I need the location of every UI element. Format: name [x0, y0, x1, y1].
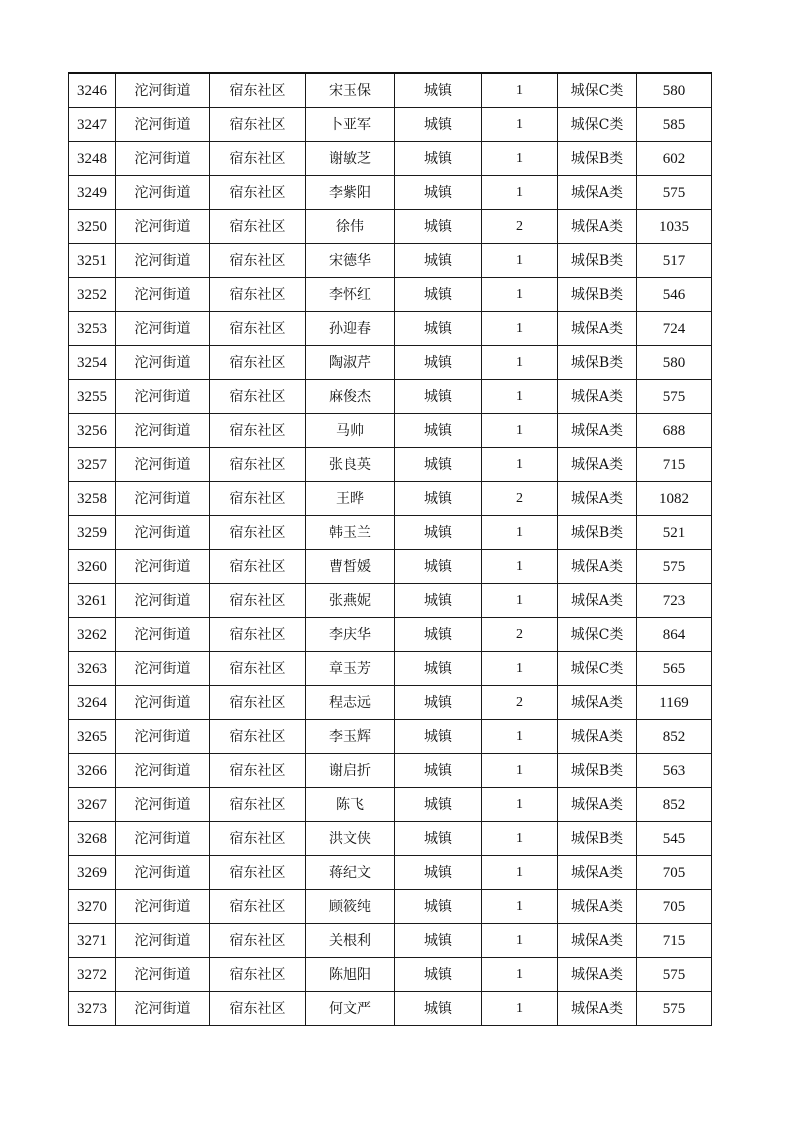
cell-household-count: 2	[482, 210, 558, 244]
cell-household-count: 2	[482, 618, 558, 652]
cell-household-count: 2	[482, 482, 558, 516]
cell-area: 城镇	[395, 924, 482, 958]
cell-amount: 715	[637, 924, 712, 958]
cell-area: 城镇	[395, 992, 482, 1026]
cell-street: 沱河街道	[116, 278, 210, 312]
cell-category: 城保A类	[558, 414, 637, 448]
cell-name: 陈飞	[306, 788, 395, 822]
cell-amount: 517	[637, 244, 712, 278]
cell-category: 城保A类	[558, 686, 637, 720]
cell-household-count: 1	[482, 584, 558, 618]
cell-area: 城镇	[395, 312, 482, 346]
cell-area: 城镇	[395, 550, 482, 584]
cell-community: 宿东社区	[210, 448, 306, 482]
cell-category: 城保B类	[558, 822, 637, 856]
cell-street: 沱河街道	[116, 142, 210, 176]
cell-amount: 575	[637, 550, 712, 584]
cell-id: 3261	[69, 584, 116, 618]
cell-name: 洪文侠	[306, 822, 395, 856]
cell-category: 城保C类	[558, 73, 637, 108]
table-row	[69, 686, 712, 720]
cell-area: 城镇	[395, 346, 482, 380]
table-row	[69, 312, 712, 346]
cell-amount: 575	[637, 958, 712, 992]
cell-community: 宿东社区	[210, 380, 306, 414]
cell-household-count: 1	[482, 380, 558, 414]
cell-amount: 575	[637, 380, 712, 414]
cell-street: 沱河街道	[116, 448, 210, 482]
cell-name: 宋德华	[306, 244, 395, 278]
cell-area: 城镇	[395, 210, 482, 244]
cell-street: 沱河街道	[116, 210, 210, 244]
table-row	[69, 992, 712, 1026]
cell-id: 3273	[69, 992, 116, 1026]
cell-street: 沱河街道	[116, 856, 210, 890]
cell-name: 麻俊杰	[306, 380, 395, 414]
cell-category: 城保A类	[558, 176, 637, 210]
table-row	[69, 754, 712, 788]
cell-category: 城保C类	[558, 108, 637, 142]
cell-amount: 521	[637, 516, 712, 550]
table-row	[69, 142, 712, 176]
cell-community: 宿东社区	[210, 244, 306, 278]
cell-category: 城保A类	[558, 720, 637, 754]
table-row	[69, 482, 712, 516]
cell-id: 3258	[69, 482, 116, 516]
cell-amount: 705	[637, 856, 712, 890]
cell-household-count: 1	[482, 652, 558, 686]
cell-category: 城保A类	[558, 584, 637, 618]
cell-name: 陶淑芹	[306, 346, 395, 380]
cell-name: 李紫阳	[306, 176, 395, 210]
table-row	[69, 108, 712, 142]
cell-name: 徐伟	[306, 210, 395, 244]
cell-name: 曹皙媛	[306, 550, 395, 584]
table-row	[69, 924, 712, 958]
cell-amount: 580	[637, 346, 712, 380]
cell-id: 3247	[69, 108, 116, 142]
cell-amount: 715	[637, 448, 712, 482]
cell-community: 宿东社区	[210, 788, 306, 822]
cell-community: 宿东社区	[210, 176, 306, 210]
cell-amount: 585	[637, 108, 712, 142]
cell-street: 沱河街道	[116, 176, 210, 210]
cell-name: 顾筱纯	[306, 890, 395, 924]
table-row	[69, 584, 712, 618]
cell-area: 城镇	[395, 788, 482, 822]
cell-category: 城保C类	[558, 652, 637, 686]
cell-street: 沱河街道	[116, 380, 210, 414]
cell-area: 城镇	[395, 856, 482, 890]
cell-street: 沱河街道	[116, 788, 210, 822]
table-row	[69, 856, 712, 890]
cell-name: 张良英	[306, 448, 395, 482]
cell-area: 城镇	[395, 720, 482, 754]
cell-street: 沱河街道	[116, 652, 210, 686]
cell-street: 沱河街道	[116, 890, 210, 924]
table-row	[69, 278, 712, 312]
table-row	[69, 448, 712, 482]
cell-amount: 852	[637, 788, 712, 822]
cell-name: 张燕妮	[306, 584, 395, 618]
cell-area: 城镇	[395, 414, 482, 448]
cell-household-count: 1	[482, 856, 558, 890]
table-row	[69, 380, 712, 414]
cell-street: 沱河街道	[116, 108, 210, 142]
cell-household-count: 1	[482, 142, 558, 176]
cell-community: 宿东社区	[210, 890, 306, 924]
cell-amount: 575	[637, 176, 712, 210]
cell-amount: 864	[637, 618, 712, 652]
cell-name: 韩玉兰	[306, 516, 395, 550]
cell-household-count: 1	[482, 108, 558, 142]
cell-name: 李怀红	[306, 278, 395, 312]
cell-community: 宿东社区	[210, 414, 306, 448]
cell-amount: 580	[637, 73, 712, 108]
cell-id: 3267	[69, 788, 116, 822]
cell-area: 城镇	[395, 142, 482, 176]
cell-household-count: 1	[482, 992, 558, 1026]
cell-household-count: 1	[482, 516, 558, 550]
cell-id: 3248	[69, 142, 116, 176]
cell-id: 3264	[69, 686, 116, 720]
cell-category: 城保B类	[558, 346, 637, 380]
cell-name: 马帅	[306, 414, 395, 448]
table-row	[69, 720, 712, 754]
cell-community: 宿东社区	[210, 754, 306, 788]
cell-category: 城保A类	[558, 992, 637, 1026]
cell-name: 王晔	[306, 482, 395, 516]
cell-amount: 575	[637, 992, 712, 1026]
cell-id: 3253	[69, 312, 116, 346]
table-body	[69, 73, 712, 1026]
cell-community: 宿东社区	[210, 584, 306, 618]
cell-household-count: 1	[482, 788, 558, 822]
cell-amount: 705	[637, 890, 712, 924]
table-row	[69, 346, 712, 380]
cell-community: 宿东社区	[210, 822, 306, 856]
cell-area: 城镇	[395, 448, 482, 482]
cell-area: 城镇	[395, 278, 482, 312]
cell-id: 3257	[69, 448, 116, 482]
cell-id: 3246	[69, 73, 116, 108]
cell-area: 城镇	[395, 686, 482, 720]
cell-amount: 565	[637, 652, 712, 686]
cell-category: 城保B类	[558, 754, 637, 788]
cell-community: 宿东社区	[210, 312, 306, 346]
cell-street: 沱河街道	[116, 822, 210, 856]
cell-community: 宿东社区	[210, 516, 306, 550]
cell-amount: 724	[637, 312, 712, 346]
cell-household-count: 1	[482, 550, 558, 584]
cell-amount: 688	[637, 414, 712, 448]
cell-household-count: 1	[482, 244, 558, 278]
cell-community: 宿东社区	[210, 550, 306, 584]
cell-category: 城保A类	[558, 958, 637, 992]
cell-community: 宿东社区	[210, 924, 306, 958]
table-row	[69, 73, 712, 108]
cell-name: 陈旭阳	[306, 958, 395, 992]
cell-community: 宿东社区	[210, 142, 306, 176]
cell-id: 3263	[69, 652, 116, 686]
cell-street: 沱河街道	[116, 414, 210, 448]
cell-area: 城镇	[395, 618, 482, 652]
cell-id: 3269	[69, 856, 116, 890]
cell-household-count: 1	[482, 346, 558, 380]
table-row	[69, 550, 712, 584]
cell-area: 城镇	[395, 516, 482, 550]
cell-street: 沱河街道	[116, 924, 210, 958]
cell-id: 3254	[69, 346, 116, 380]
table-row	[69, 210, 712, 244]
table-row	[69, 890, 712, 924]
cell-area: 城镇	[395, 244, 482, 278]
cell-household-count: 2	[482, 686, 558, 720]
cell-household-count: 1	[482, 448, 558, 482]
cell-community: 宿东社区	[210, 992, 306, 1026]
cell-amount: 852	[637, 720, 712, 754]
cell-id: 3262	[69, 618, 116, 652]
cell-category: 城保A类	[558, 380, 637, 414]
cell-category: 城保C类	[558, 618, 637, 652]
cell-name: 李庆华	[306, 618, 395, 652]
cell-household-count: 1	[482, 73, 558, 108]
cell-community: 宿东社区	[210, 73, 306, 108]
cell-name: 关根利	[306, 924, 395, 958]
cell-area: 城镇	[395, 176, 482, 210]
cell-household-count: 1	[482, 414, 558, 448]
cell-community: 宿东社区	[210, 856, 306, 890]
cell-street: 沱河街道	[116, 482, 210, 516]
cell-street: 沱河街道	[116, 720, 210, 754]
cell-amount: 723	[637, 584, 712, 618]
cell-street: 沱河街道	[116, 992, 210, 1026]
cell-name: 宋玉保	[306, 73, 395, 108]
table-row	[69, 652, 712, 686]
cell-category: 城保A类	[558, 856, 637, 890]
cell-category: 城保A类	[558, 788, 637, 822]
cell-id: 3266	[69, 754, 116, 788]
cell-household-count: 1	[482, 822, 558, 856]
cell-street: 沱河街道	[116, 73, 210, 108]
cell-street: 沱河街道	[116, 346, 210, 380]
cell-id: 3256	[69, 414, 116, 448]
table-row	[69, 822, 712, 856]
cell-amount: 1082	[637, 482, 712, 516]
cell-area: 城镇	[395, 73, 482, 108]
table-row	[69, 176, 712, 210]
cell-household-count: 1	[482, 278, 558, 312]
cell-id: 3255	[69, 380, 116, 414]
cell-household-count: 1	[482, 958, 558, 992]
cell-id: 3260	[69, 550, 116, 584]
cell-name: 孙迎春	[306, 312, 395, 346]
cell-id: 3252	[69, 278, 116, 312]
cell-id: 3265	[69, 720, 116, 754]
cell-amount: 1169	[637, 686, 712, 720]
cell-id: 3268	[69, 822, 116, 856]
table-row	[69, 414, 712, 448]
cell-name: 章玉芳	[306, 652, 395, 686]
cell-name: 何文严	[306, 992, 395, 1026]
cell-amount: 1035	[637, 210, 712, 244]
allowance-table	[68, 72, 712, 1026]
cell-area: 城镇	[395, 108, 482, 142]
cell-area: 城镇	[395, 380, 482, 414]
cell-category: 城保A类	[558, 890, 637, 924]
cell-street: 沱河街道	[116, 754, 210, 788]
cell-household-count: 1	[482, 890, 558, 924]
cell-category: 城保B类	[558, 516, 637, 550]
cell-name: 谢敏芝	[306, 142, 395, 176]
cell-category: 城保A类	[558, 550, 637, 584]
cell-category: 城保A类	[558, 448, 637, 482]
cell-street: 沱河街道	[116, 312, 210, 346]
cell-community: 宿东社区	[210, 108, 306, 142]
cell-street: 沱河街道	[116, 618, 210, 652]
cell-household-count: 1	[482, 754, 558, 788]
cell-id: 3249	[69, 176, 116, 210]
table-row	[69, 516, 712, 550]
cell-category: 城保A类	[558, 312, 637, 346]
cell-area: 城镇	[395, 890, 482, 924]
cell-category: 城保A类	[558, 482, 637, 516]
cell-category: 城保B类	[558, 244, 637, 278]
cell-area: 城镇	[395, 754, 482, 788]
cell-street: 沱河街道	[116, 584, 210, 618]
cell-name: 李玉辉	[306, 720, 395, 754]
cell-id: 3272	[69, 958, 116, 992]
cell-amount: 563	[637, 754, 712, 788]
table-row	[69, 958, 712, 992]
cell-area: 城镇	[395, 652, 482, 686]
cell-category: 城保A类	[558, 924, 637, 958]
cell-community: 宿东社区	[210, 482, 306, 516]
cell-name: 蒋纪文	[306, 856, 395, 890]
cell-street: 沱河街道	[116, 686, 210, 720]
cell-amount: 545	[637, 822, 712, 856]
cell-name: 程志远	[306, 686, 395, 720]
cell-household-count: 1	[482, 176, 558, 210]
cell-amount: 602	[637, 142, 712, 176]
cell-community: 宿东社区	[210, 346, 306, 380]
cell-community: 宿东社区	[210, 686, 306, 720]
table-row	[69, 788, 712, 822]
cell-street: 沱河街道	[116, 516, 210, 550]
cell-name: 谢启折	[306, 754, 395, 788]
cell-community: 宿东社区	[210, 652, 306, 686]
cell-id: 3250	[69, 210, 116, 244]
cell-id: 3270	[69, 890, 116, 924]
cell-category: 城保B类	[558, 142, 637, 176]
cell-street: 沱河街道	[116, 550, 210, 584]
cell-category: 城保A类	[558, 210, 637, 244]
cell-name: 卜亚军	[306, 108, 395, 142]
table-row	[69, 618, 712, 652]
cell-area: 城镇	[395, 958, 482, 992]
cell-community: 宿东社区	[210, 958, 306, 992]
cell-id: 3259	[69, 516, 116, 550]
cell-community: 宿东社区	[210, 278, 306, 312]
cell-area: 城镇	[395, 482, 482, 516]
cell-community: 宿东社区	[210, 210, 306, 244]
cell-household-count: 1	[482, 720, 558, 754]
cell-street: 沱河街道	[116, 244, 210, 278]
cell-household-count: 1	[482, 312, 558, 346]
cell-community: 宿东社区	[210, 618, 306, 652]
cell-area: 城镇	[395, 822, 482, 856]
cell-community: 宿东社区	[210, 720, 306, 754]
cell-area: 城镇	[395, 584, 482, 618]
table-row	[69, 244, 712, 278]
cell-household-count: 1	[482, 924, 558, 958]
cell-street: 沱河街道	[116, 958, 210, 992]
cell-amount: 546	[637, 278, 712, 312]
cell-id: 3251	[69, 244, 116, 278]
cell-category: 城保B类	[558, 278, 637, 312]
cell-id: 3271	[69, 924, 116, 958]
